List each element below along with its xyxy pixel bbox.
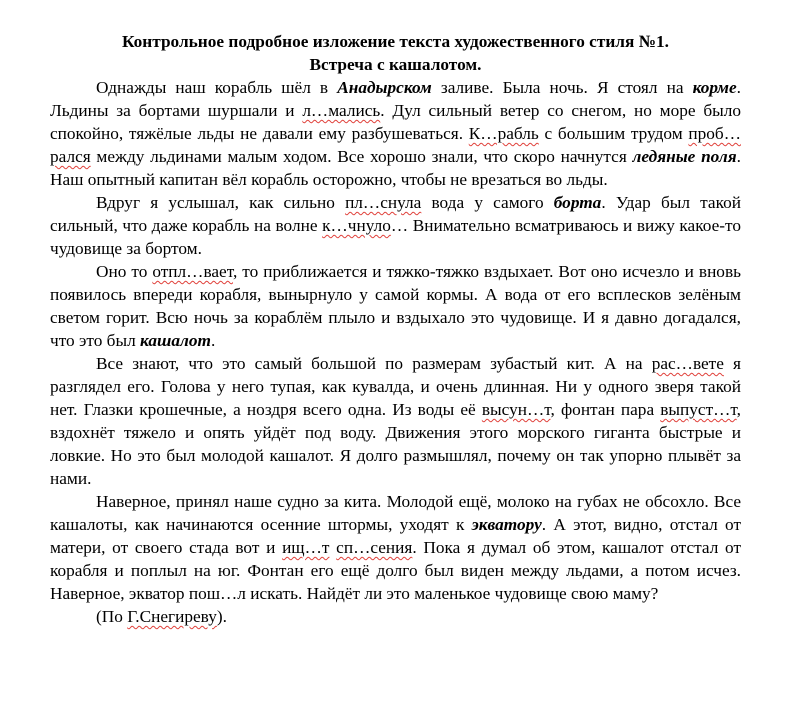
paragraph-1 bbox=[50, 76, 741, 191]
text-run: . А этот, видно, отстал от матери, от своего стада вот и bbox=[50, 515, 741, 557]
text-run: между льдинами малым ходом. Все хорошо знали, что скоро начнутся bbox=[90, 147, 633, 166]
spellcheck-word: рас…вете bbox=[651, 354, 724, 373]
text-run: . Пока я думал об этом, кашалот отстал от корабля и поплыл на юг. Фонтан его ещё долго был виден между льдами, а потом исчез. Наверное, экватор пош…л искать. Найдёт ли это маленькое чудовище свою маму? bbox=[50, 538, 742, 603]
text-run: Вдруг я услышал, как сильно bbox=[96, 193, 346, 212]
text-run: … Внимательно всматриваюсь и вижу какое-то чудовище за бортом. bbox=[50, 216, 741, 258]
emphasized-term: корме bbox=[692, 78, 737, 97]
emphasized-term: Анадырском bbox=[337, 78, 432, 97]
spellcheck-word: К…рабль bbox=[468, 124, 539, 143]
title-line-2: Встреча с кашалотом. bbox=[309, 55, 482, 74]
text-run: . Удар был такой сильный, что даже корабль на волне bbox=[50, 193, 741, 235]
text-run: вода у самого bbox=[421, 193, 554, 212]
emphasized-term: ледяные поля bbox=[632, 147, 737, 166]
text-run: Все знают, что это самый большой по размерам зубастый кит. А на bbox=[96, 354, 652, 373]
text-run: Однажды наш корабль шёл в bbox=[96, 78, 338, 97]
text-run: с большим трудом bbox=[538, 124, 689, 143]
spellcheck-word: отпл…вает bbox=[152, 262, 233, 281]
paragraph-3 bbox=[50, 260, 741, 352]
emphasized-term: кашалот bbox=[140, 331, 211, 350]
paragraph-4 bbox=[50, 352, 741, 490]
text-run: Наверное, принял наше судно за кита. Молодой ещё, молоко на губах не обсохло. Все кашалоты, как начинаются осенние штормы, уходят к bbox=[50, 492, 741, 534]
emphasized-term: экватору bbox=[471, 515, 542, 534]
paragraph-5 bbox=[50, 490, 741, 605]
text-run: ). bbox=[216, 607, 227, 626]
text-run: , вздохнёт тяжело и опять уйдёт под воду. Движения этого морского гиганта быстрые и ловкие. Но это был молодой кашалот. Я долго размышлял, почему он так упорно плывёт за нами. bbox=[50, 400, 741, 488]
spellcheck-word: ищ…т bbox=[282, 538, 330, 557]
text-run: , фонтан пара bbox=[550, 400, 661, 419]
text-run: я разглядел его. Голова у него тупая, как кувалда, и очень длинная. Ни у одного зверя такой нет. Глазки крошечные, а ноздря всего одна. Из воды её bbox=[50, 354, 741, 419]
document-title bbox=[50, 30, 741, 76]
text-run: . Дул сильный ветер со снегом, но море было спокойно, тяжёлые льды не давали ему разбушеваться. bbox=[50, 101, 741, 143]
text-run: (По bbox=[96, 607, 128, 626]
spellcheck-word: проб…рался bbox=[50, 124, 741, 166]
attribution bbox=[50, 605, 741, 628]
spellcheck-word: Г.Снегиреву bbox=[127, 607, 217, 626]
spellcheck-word: пл…снула bbox=[345, 193, 422, 212]
title-line-1: Контрольное подробное изложение текста художественного стиля №1. bbox=[121, 32, 669, 51]
spellcheck-word: выпуст…т bbox=[660, 400, 737, 419]
text-run: . bbox=[211, 331, 216, 350]
text-run: . Наш опытный капитан вёл корабль осторожно, чтобы не врезаться во льды. bbox=[50, 147, 741, 189]
spellcheck-word: л…мались bbox=[302, 101, 381, 120]
text-run: Оно то bbox=[96, 262, 153, 281]
text-run: заливе. Была ночь. Я стоял на bbox=[431, 78, 693, 97]
emphasized-term: борта bbox=[553, 193, 602, 212]
text-run: , то приближается и тяжко-тяжко вздыхает. Вот оно исчезло и вновь появилось впереди корабля, вынырнуло у самой кормы. А вода от его всплесков зелёным светом горит. Всю ночь за кораблём плыло и вздыхало это чудовище. И я давно догадался, что это был bbox=[50, 262, 741, 350]
paragraph-2 bbox=[50, 191, 741, 260]
spellcheck-word: высун…т bbox=[481, 400, 551, 419]
spellcheck-word: к…чнуло bbox=[322, 216, 391, 235]
spellcheck-word: сп…сения bbox=[336, 538, 413, 557]
text-run: . Льдины за бортами шуршали и bbox=[50, 78, 741, 120]
